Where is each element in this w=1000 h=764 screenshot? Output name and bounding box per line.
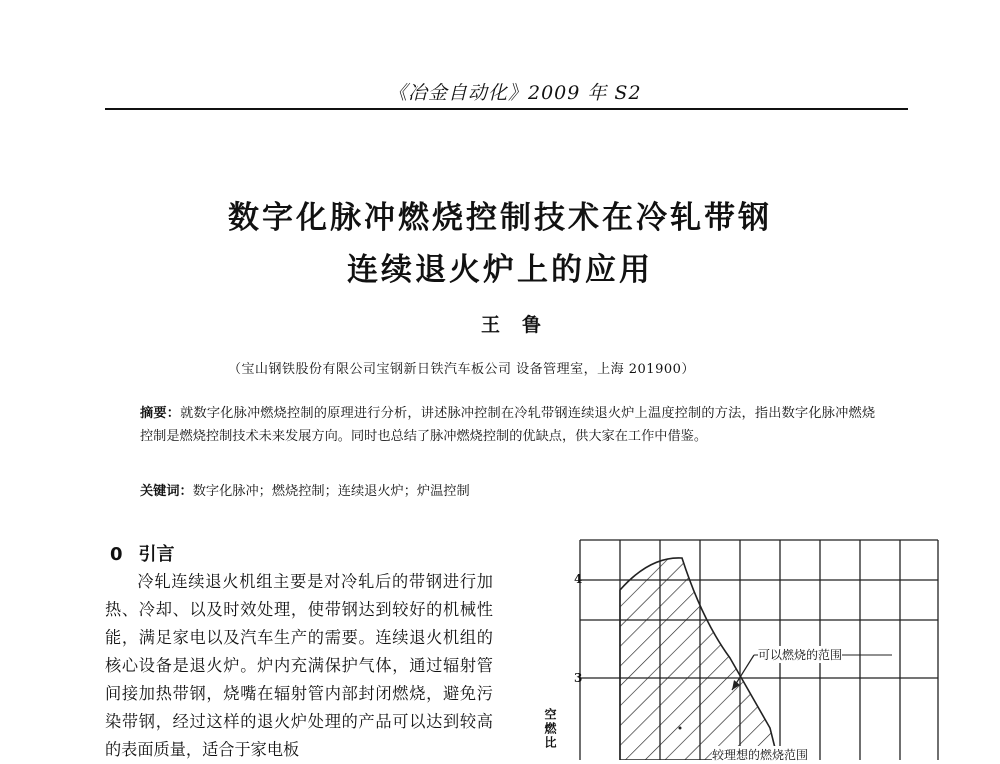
- label-ideal-range: 较理想的燃烧范围: [712, 748, 809, 762]
- body-text: [105, 568, 493, 764]
- section-title: 引言: [138, 544, 175, 565]
- section-heading: [110, 540, 175, 566]
- section-number: 0: [110, 544, 123, 565]
- keywords-text: 数字化脉冲；燃烧控制；连续退火炉；炉温控制: [192, 484, 470, 499]
- label-combustible-range: 可以燃烧的范围: [758, 648, 843, 662]
- body-paragraph: 冷轧连续退火机组主要是对冷轧后的带钢进行加热、冷却、以及时效处理，使带钢达到较好的机械性能，满足家电以及汽车生产的需要。连续退火机组的核心设备是退火炉。炉内充满保护气体，通过辐射管间接加热带钢，烧嘴在辐射管内部封闭燃烧，避免污染带钢，经过这样的退火炉处理的产品可以达到较高的表面质量，适合于家电板: [105, 572, 493, 759]
- abstract-text: 就数字化脉冲燃烧控制的原理进行分析，讲述脉冲控制在冷轧带钢连续退火炉上温度控制的方法，指出数字化脉冲燃烧控制是燃烧控制技术未来发展方向。同时也总结了脉冲燃烧控制的优缺点，供大家在工作中借鉴。: [140, 406, 876, 444]
- keywords: [140, 482, 875, 502]
- abstract: [140, 402, 875, 448]
- journal-header: 《冶金自动化》2009 年 S2: [388, 82, 642, 104]
- paper-title-line-2: 连续退火炉上的应用: [347, 252, 653, 288]
- y-tick-4: 4: [574, 572, 583, 586]
- abstract-label: 摘要：: [140, 406, 181, 421]
- y-axis-label: 空燃比: [543, 708, 557, 750]
- hatched-combustion-region: [620, 558, 778, 760]
- y-tick-3: 3: [574, 671, 583, 685]
- figure-graphic: [540, 528, 980, 760]
- keywords-label: 关键词：: [140, 484, 193, 499]
- paper-title-line-1: 数字化脉冲燃烧控制技术在冷轧带钢: [228, 200, 772, 236]
- author-name: 王鲁: [480, 314, 563, 336]
- affiliation: （宝山钢铁股份有限公司宝钢新日铁汽车板公司 设备管理室，上海 201900）: [228, 362, 695, 377]
- figure-combustion-range: [540, 528, 980, 760]
- header-rule: [105, 108, 908, 110]
